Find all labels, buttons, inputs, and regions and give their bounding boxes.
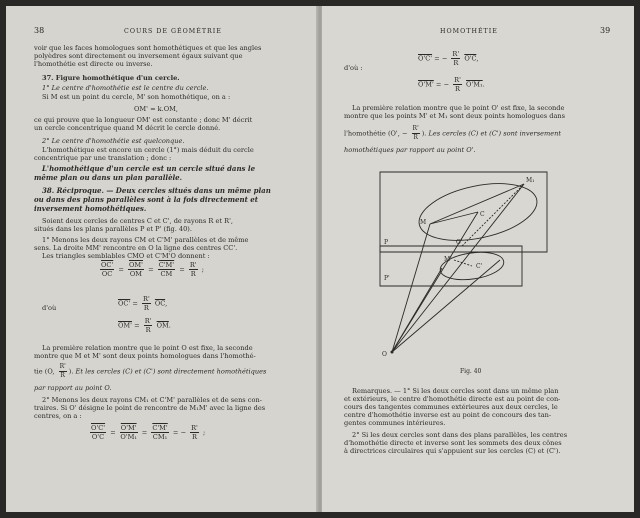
ratio-equation: $\frac{OC'}{OC}$ = $\frac{OM'}{OM}$ = $\frac{C'M'}{CM}$ = $\frac{R'}{R}$ ; [101,261,204,278]
text-line: 2° Menons les deux rayons CM₁ et C'M' parallèles et de sens con- [42,396,262,404]
text-line: La première relation montre que le point O est fixe, la seconde [42,344,253,352]
point-o [391,351,394,354]
subsection-head: 2° Le centre d'homothétie est quelconque. [42,137,185,145]
text-line: centre d'homothétie inverse est au point de concours des tan- [344,411,552,419]
dou-label: d'où : [344,64,363,72]
text-line: d'homothétie directe et inverse sont les sommets des deux cônes [344,439,562,447]
label-o-prime: O' [456,239,463,246]
text-line: montre que M et M' sont deux points homologues dans l'homothé- [34,352,256,360]
left-page-number: 38 [34,26,45,35]
text-line: polyèdres sont directement ou inversement égaux suivant que [34,52,243,60]
text-line: l'homothétie est directe ou inverse. [34,60,153,68]
text-line: Soient deux cercles de centres C et C', de rayons R et R', [42,217,233,225]
book-spread [6,6,634,512]
text-line: un cercle concentrique quand M décrit le cercle donné. [34,124,221,132]
figure-40 [372,164,592,364]
right-running-head: HOMOTHÉTIE [440,28,498,35]
text-line: Remarques. — 1° Si les deux cercles sont dans un même plan [352,387,559,395]
label-c: C [480,211,485,218]
equation-oc: OC' = $\frac{R'}{R}$ $\overline{OC}$, [118,295,168,312]
text-line: par rapport au point O. [34,384,112,392]
label-m-prime: M' [444,256,452,263]
dou-label: d'où [42,304,57,312]
line-om1 [392,184,524,352]
text-line: Si M est un point du cercle, M' son homothétique, on a : [42,93,231,101]
text-line: situés dans les plans parallèles P et P' (fig. 40). [34,225,192,233]
equation-om-prime: O'M' = − $\frac{R'}{R}$ O'M₁. [418,76,485,93]
text-line: voir que les faces homologues sont homothétiques et que les angles [34,44,262,52]
label-p-prime: P' [384,275,390,282]
label-m: M [420,219,427,226]
label-c-prime: C' [476,263,483,270]
equation-om: OM' = $\frac{R'}{R}$ $\overline{OM}$. [118,317,171,334]
text-line: traires. Si O' désigne le point de rencontre de M₁M' avec la ligne des [34,404,266,412]
line-m-m1 [430,184,524,224]
text-line: gentes communes intérieures. [344,419,446,427]
right-page [322,6,634,512]
text-line: La première relation montre que le point O' est fixe, la seconde [352,104,565,112]
text-line: l'homothétie (O', − $\frac{R'}{R}$ ). Les cercles (C) et (C') sont inversement [344,125,562,141]
line-o-left [392,268,442,352]
label-m1: M₁ [526,177,535,184]
left-running-head: COURS DE GÉOMÉTRIE [124,28,222,35]
text-line: L'homothétique est encore un cercle (1°) mais déduit du cercle [42,146,254,154]
left-page [6,6,318,512]
equation-oc-prime: O'C' = − $\frac{R'}{R}$ O'C, [418,50,479,67]
text-line: et extérieurs, le centre d'homothétie directe est au point de con- [344,395,561,403]
section-38-title: 38. Réciproque. — Deux cercles situés dans un même plan [42,186,271,195]
text-line: tie (O, $\frac{R'}{R}$ ). Et les cercles (C) et (C') sont directement homothétiques [34,363,267,379]
text-line: sens. La droite MM' rencontre en O la ligne des centres CC'. [34,244,238,252]
line-om [392,224,430,352]
figure-caption: Fig. 40 [460,368,482,375]
section-37-title: 37. Figure homothétique d'un cercle. [42,74,180,82]
text-line: Les triangles semblables CMO et C'M'O donnent : [42,252,210,260]
text-line: ce qui prouve que la longueur OM' est constante ; donc M' décrit [34,116,253,124]
subsection-head: 1° Le centre d'homothétie est le centre du cercle. [42,84,209,92]
theorem-line: inversement homothétiques. [34,204,147,213]
theorem-line: ou dans des plans parallèles sont à la fois directement et [34,195,258,204]
text-line: homothétiques par rapport au point O'. [344,146,476,154]
label-p: P [384,239,389,246]
text-line: à directrices circulaires qui s'appuient sur les cercles (C) et (C'). [344,447,561,455]
line-mp-cp [454,260,472,266]
line-op-m1 [462,184,524,246]
line-o-right [392,260,500,352]
text-line: 2° Si les deux cercles sont dans des plans parallèles, les centres [352,431,568,439]
ratio-equation-2: $\frac{O'C'}{O'C}$ = $\frac{O'M'}{\text{O'M₁}}$ = $\frac{C'M'}{\text{CM₁}}$ = − $\frac{R'}{R}$ ; [91,424,206,441]
right-page-number: 39 [600,26,611,35]
label-o: O [382,351,387,358]
text-line: concentrique par une translation ; donc : [34,154,172,162]
text-line: montre que les points M' et M₁ sont deux points homologues dans [344,112,566,120]
theorem-line: L'homothétique d'un cercle est un cercle situé dans le [42,164,256,173]
text-line: centres, on a : [34,412,82,420]
text-line: 1° Menons les deux rayons CM et C'M' parallèles et de même [42,236,249,244]
equation: OM' = k.OM, [134,105,179,113]
theorem-line: même plan ou dans un plan parallèle. [34,173,183,182]
text-line: cours des tangentes communes extérieures aux deux cercles, le [344,403,558,411]
